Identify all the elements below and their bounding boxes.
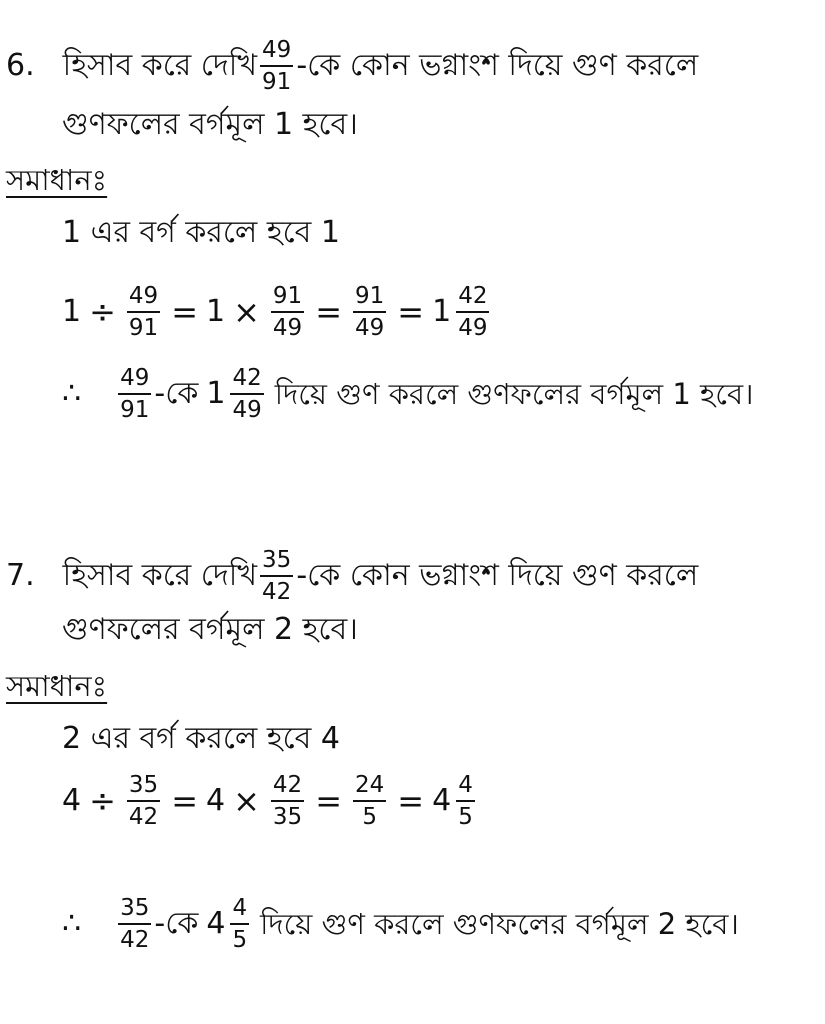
equation-fraction	[127, 773, 160, 829]
fraction-numerator: 35	[127, 773, 160, 802]
mixed-whole: 1	[206, 376, 226, 412]
fraction-denominator: 49	[272, 315, 303, 342]
question-text-continued: -কে কোন ভগ্নাংশ দিয়ে গুণ করলে	[296, 48, 699, 84]
fraction-denominator: 5	[362, 804, 377, 831]
solution-7-conclusion	[62, 896, 739, 952]
conclusion-text: দিয়ে গুণ করলে গুণফলের বর্গমূল 2 হবে।	[260, 906, 739, 941]
fraction-denominator: 91	[262, 69, 292, 96]
fraction-numerator: 49	[260, 38, 293, 67]
step-text: 2 এর বর্গ করলে হবে 4	[62, 721, 340, 756]
solution-7-equation	[62, 773, 478, 829]
equation-term: 4	[206, 783, 226, 819]
mixed-whole: 4	[432, 783, 452, 819]
equation-fraction	[353, 773, 386, 829]
mixed-whole: 4	[206, 906, 226, 942]
question-7-line-1	[6, 548, 698, 604]
question-text-continued: -কে কোন ভগ্নাংশ দিয়ে গুণ করলে	[296, 558, 699, 594]
question-number: 6.	[6, 48, 35, 84]
fraction-denominator: 5	[232, 927, 248, 954]
mixed-number	[206, 366, 266, 422]
solution-6-conclusion	[62, 366, 753, 422]
solution-6-equation	[62, 284, 492, 340]
fraction-denominator: 42	[128, 804, 159, 831]
equals-operator: =	[397, 293, 425, 332]
equals-operator: =	[171, 782, 198, 821]
question-number: 7.	[6, 558, 35, 594]
fraction-numerator: 42	[230, 366, 263, 395]
question-fraction	[260, 548, 293, 604]
solution-heading: সমাধানঃ	[6, 163, 108, 197]
fraction-numerator: 4	[456, 773, 475, 802]
equals-operator: =	[397, 782, 425, 821]
equation-term: 4	[62, 783, 82, 819]
fraction-denominator: 91	[120, 397, 150, 424]
equals-operator: =	[171, 293, 198, 332]
fraction-denominator: 42	[262, 579, 292, 606]
conclusion-text: -কে	[154, 906, 199, 942]
question-text: হিসাব করে দেখি	[62, 558, 258, 594]
fraction-numerator: 42	[456, 284, 489, 313]
mixed-fraction	[230, 366, 263, 422]
fraction-denominator: 49	[458, 315, 488, 342]
mixed-number	[432, 284, 492, 340]
equation-term: 1	[206, 294, 226, 330]
equation-fraction	[271, 773, 304, 829]
fraction-numerator: 4	[230, 896, 249, 925]
multiply-operator: ×	[233, 782, 260, 821]
conclusion-fraction	[118, 366, 151, 422]
fraction-numerator: 49	[127, 284, 160, 313]
equation-fraction	[353, 284, 386, 340]
divide-operator: ÷	[89, 293, 116, 332]
solution-heading: সমাধানঃ	[6, 669, 108, 703]
fraction-denominator: 49	[232, 397, 262, 424]
fraction-denominator: 49	[355, 315, 385, 342]
therefore-symbol: ∴	[62, 376, 82, 412]
conclusion-text: দিয়ে গুণ করলে গুণফলের বর্গমূল 1 হবে।	[274, 376, 754, 411]
question-6-line-1	[6, 38, 698, 94]
mixed-number	[206, 896, 252, 952]
fraction-denominator: 91	[128, 315, 159, 342]
step-text: 1 এর বর্গ করলে হবে 1	[62, 215, 340, 250]
question-text: হিসাব করে দেখি	[62, 48, 258, 84]
fraction-numerator: 91	[271, 284, 304, 313]
question-fraction	[260, 38, 293, 94]
equation-term: 1	[62, 294, 82, 330]
mixed-number	[432, 773, 478, 829]
fraction-numerator: 42	[271, 773, 304, 802]
fraction-numerator: 49	[118, 366, 151, 395]
question-text-line-2: গুণফলের বর্গমূল 1 হবে।	[62, 107, 358, 142]
multiply-operator: ×	[233, 293, 260, 332]
fraction-denominator: 35	[272, 804, 303, 831]
question-text-line-2: গুণফলের বর্গমূল 2 হবে।	[62, 612, 358, 647]
question-6-line-2	[62, 107, 358, 142]
question-7-line-2	[62, 612, 358, 647]
equation-fraction	[271, 284, 304, 340]
mixed-fraction	[456, 773, 475, 829]
equals-operator: =	[315, 293, 342, 332]
divide-operator: ÷	[89, 782, 116, 821]
mixed-fraction	[456, 284, 489, 340]
fraction-numerator: 91	[353, 284, 386, 313]
equation-fraction	[127, 284, 160, 340]
conclusion-text: -কে	[154, 376, 199, 412]
mixed-fraction	[230, 896, 249, 952]
solution-6-step-1	[62, 215, 340, 250]
equals-operator: =	[315, 782, 342, 821]
fraction-numerator: 35	[118, 896, 151, 925]
fraction-denominator: 5	[458, 804, 473, 831]
solution-7-step-1	[62, 721, 340, 756]
fraction-numerator: 24	[353, 773, 386, 802]
fraction-numerator: 35	[260, 548, 293, 577]
fraction-denominator: 42	[120, 927, 150, 954]
therefore-symbol: ∴	[62, 906, 82, 942]
mixed-whole: 1	[432, 294, 452, 330]
conclusion-fraction	[118, 896, 151, 952]
